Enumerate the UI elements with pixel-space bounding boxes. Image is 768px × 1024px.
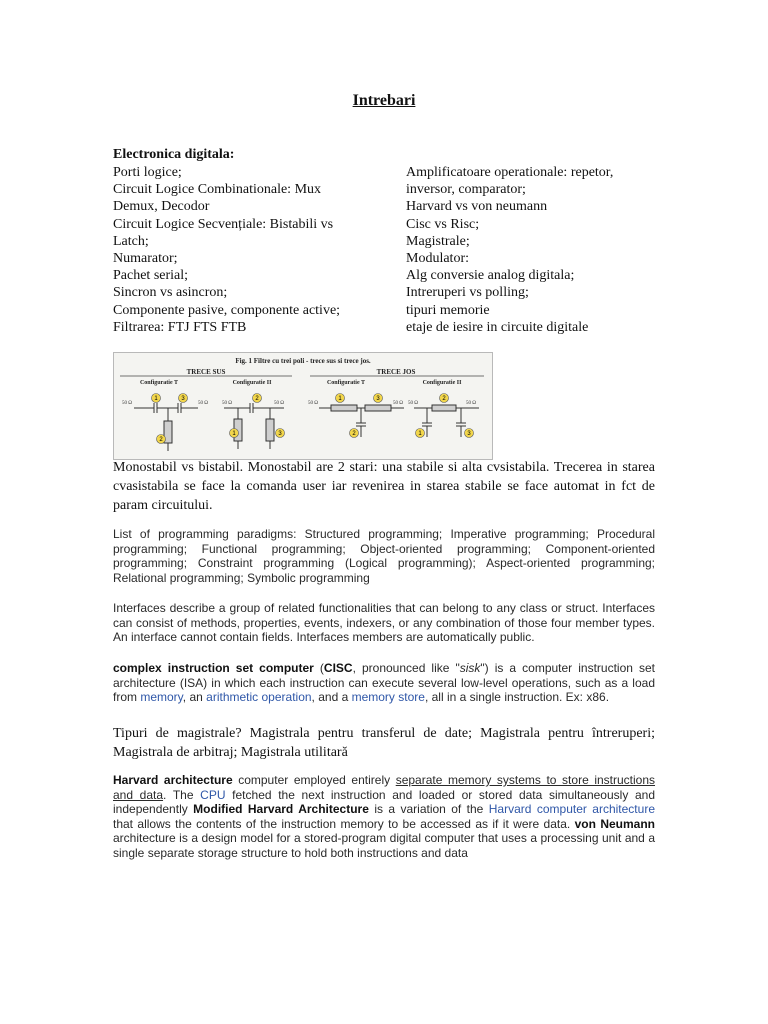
svg-text:2: 2 [255, 396, 259, 402]
group-label-low: TRECE JOS [376, 368, 416, 376]
config-t-label-2: Configuratie T [326, 380, 366, 386]
list-item: Componente pasive, componente active; [113, 302, 341, 318]
memory-link[interactable]: memory [140, 690, 183, 705]
monostabil-paragraph: Monostabil vs bistabil. Monostabil are 2 stari: una stabile si alta cvsistabila. Trecerea in starea cvasistabila se face la comanda user iar revenirea in starea stabile se face automat in fct de param circuitului. [113, 460, 655, 513]
list-item: Circuit Logice Combinationale: Mux [113, 182, 322, 198]
list-item: etaje de iesire in circuite digitale [406, 319, 589, 335]
arithmetic-operation-link[interactable]: arithmetic operation [206, 690, 312, 705]
svg-text:2: 2 [159, 437, 163, 443]
list-item: Cisc vs Risc; [406, 216, 480, 232]
list-item: Latch; [113, 233, 149, 249]
cpu-link[interactable]: CPU [200, 787, 226, 802]
interfaces-paragraph: Interfaces describe a group of related functionalities that can belong to any class or struct. Interfaces can consist of methods, properties, events, indexers, or any combination of those four member types. An interface cannot contain fields. Interfaces members are automatically public. [113, 601, 655, 645]
svg-text:50 Ω: 50 Ω [308, 401, 318, 406]
separate-memory-phrase: separate memory systems to store instructions and data [113, 773, 656, 802]
svg-text:50 Ω: 50 Ω [122, 401, 132, 406]
list-item: Porti logice; [113, 165, 182, 180]
config-t-label-1: Configuratie T [139, 380, 179, 386]
config-ii-label-1: Configuratie II [232, 380, 272, 386]
cisc-term: complex instruction set computer [113, 661, 314, 675]
von-neumann-term: von Neumann [574, 816, 656, 831]
config-ii-label-2: Configuratie II [422, 380, 462, 386]
svg-text:3: 3 [278, 431, 282, 437]
svg-text:1: 1 [338, 396, 342, 402]
filter-circuit-diagram [114, 353, 492, 459]
cisc-abbr: CISC [323, 661, 353, 675]
memory-store-link[interactable]: memory store [351, 690, 425, 705]
svg-text:50 Ω: 50 Ω [198, 401, 208, 406]
svg-text:3: 3 [467, 431, 471, 437]
svg-text:2: 2 [352, 431, 356, 437]
figure-caption: Fig. 1 Filtre cu trei poli - trece sus si trece jos. [235, 357, 371, 365]
magistrale-paragraph: Tipuri de magistrale? Magistrala pentru transferul de date; Magistrala pentru întreruperi; Magistrala de arbitraj; Magistrala utilitară [113, 726, 655, 760]
list-item: Filtrarea: FTJ FTS FTB [113, 319, 247, 335]
svg-text:50 Ω: 50 Ω [393, 401, 403, 406]
cisc-paragraph: complex instruction set computer (CISC, pronounced like "sisk") is a computer instruction set architecture (ISA) in which each instruction can execute several low-level operations, such as a load from memory, an arithmetic operation, and a memory store, all in a single instruction. Ex: x86. [113, 661, 655, 705]
list-item: Intreruperi vs polling; [406, 285, 529, 301]
modified-harvard-term: Modified Harvard Architecture [193, 802, 369, 817]
right-topic-list [406, 164, 656, 336]
page-title: Intrebari [352, 92, 416, 109]
filter-figure [113, 352, 493, 460]
list-item: Alg conversie analog digitala; [406, 268, 575, 284]
svg-text:1: 1 [418, 431, 422, 437]
list-item: tipuri memorie [406, 302, 490, 318]
harvard-term: Harvard architecture [113, 773, 233, 787]
list-item: Circuit Logice Secvențiale: Bistabili vs [113, 216, 334, 232]
svg-text:50 Ω: 50 Ω [222, 401, 232, 406]
section-heading: Electronica digitala: [113, 147, 235, 162]
list-item: Numarator; [113, 251, 178, 267]
list-item: Pachet serial; [113, 268, 189, 284]
list-item: Sincron vs asincron; [113, 285, 228, 301]
svg-text:50 Ω: 50 Ω [408, 401, 418, 406]
svg-text:50 Ω: 50 Ω [466, 401, 476, 406]
cisc-pronunciation: sisk [459, 661, 481, 675]
list-item: Demux, Decodor [113, 199, 210, 215]
list-item: Amplificatoare operationale: repetor, [406, 165, 614, 180]
svg-text:3: 3 [181, 396, 185, 402]
paradigms-paragraph: List of programming paradigms: Structured programming; Imperative programming; Procedural programming; Functional programming; Object-oriented programming; Component-oriented programming; Constraint programming (Logical programming); Aspect-oriented programming; Relational programming; Symbolic programming [113, 527, 655, 585]
left-topic-list [113, 164, 378, 336]
list-item: Magistrale; [406, 233, 470, 249]
harvard-architecture-link[interactable]: Harvard computer architecture [488, 802, 655, 817]
svg-text:3: 3 [376, 396, 380, 402]
svg-text:1: 1 [232, 431, 236, 437]
list-item: Harvard vs von neumann [406, 199, 548, 215]
harvard-paragraph: Harvard architecture computer employed entirely separate memory systems to store instructions and data. The CPU fetched the next instruction and loaded or stored data simultaneously and independently Modified Harvard Architecture is a variation of the Harvard computer architecture that allows the contents of the instruction memory to be accessed as if it were data. von Neumann architecture is a design model for a stored-program digital computer that uses a processing unit and a single separate storage structure to hold both instructions and data [113, 773, 656, 860]
group-label-high: TRECE SUS [186, 368, 226, 376]
svg-text:1: 1 [154, 396, 158, 402]
list-item: inversor, comparator; [406, 182, 526, 198]
svg-text:2: 2 [442, 396, 446, 402]
svg-text:50 Ω: 50 Ω [274, 401, 284, 406]
list-item: Modulator: [406, 251, 469, 267]
